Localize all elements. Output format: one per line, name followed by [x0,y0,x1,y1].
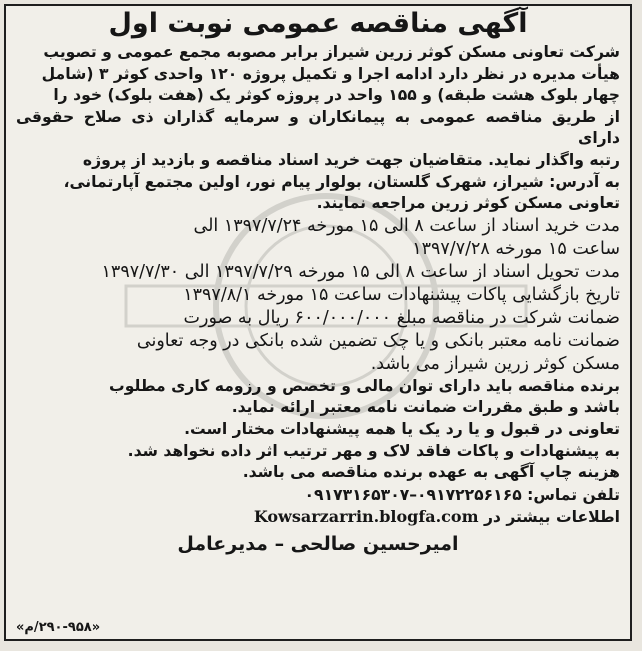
dates-line: ضمانت نامه معتبر بانکی و یا چک تضمین شده بانکی در وجه تعاونی [136,330,620,351]
notice-title: آگهی مناقصه عمومی نوبت اول [108,8,528,39]
contact-label: تلفن تماس: [527,485,620,504]
dates-line: ضمانت شرکت در مناقصه مبلغ ۶۰۰/۰۰۰/۰۰۰ ریال به صورت [183,307,620,328]
body-line: به آدرس: شیراز، شهرک گلستان، بولوار پیام نور، اولین مجتمع آپارتمانی، [63,172,620,191]
website-link[interactable]: Kowsarzarrin.blogfa.com [253,506,479,526]
terms-line: تعاونی در قبول و یا رد یک یا همه پیشنهادات مختار است. [184,419,620,438]
dates-line: تاریخ بازگشایی پاکات پیشنهادات ساعت ۱۵ مورخه ۱۳۹۷/۸/۱ [183,284,620,305]
dates-line: مدت تحویل اسناد از ساعت ۸ الی ۱۵ مورخه ۱۳۹۷/۷/۲۹ الی ۱۳۹۷/۷/۳۰ [101,261,620,282]
contact-phones [16,484,620,506]
body-line: تعاونی مسکن کوثر زرین مراجعه نمایند. [316,194,620,213]
notice-terms [16,376,620,484]
body-line: شرکت تعاونی مسکن کوثر زرین شیراز برابر مصوبه مجمع عمومی و تصویب [43,43,620,61]
body-line: رتبه واگذار نماید. متقاضیان جهت خرید اسناد مناقصه و بازدید از پروژه [82,150,620,169]
notice-frame [4,4,632,641]
terms-line: به پیشنهادات و پاکات فاقد لاک و مهر ترتیب اثر داده نخواهد شد. [127,441,620,460]
manager-signature: امیرحسین صالحی – مدیرعامل [177,532,459,555]
body-line: هیأت مدیره در نظر دارد ادامه اجرا و تکمیل پروژه ۱۲۰ واحدی کوثر ۳ (شامل [41,64,620,83]
more-info [16,506,620,528]
notice-content [6,6,630,558]
notice-body [16,42,620,215]
body-line: از طریق مناقصه عمومی به پیمانکاران و سرمایه گذاران ذی صلاح حقوقی دارای [16,107,620,148]
info-label: اطلاعات بیشتر در [483,507,620,526]
dates-line: مدت خرید اسناد از ساعت ۸ الی ۱۵ مورخه ۱۳۹۷/۷/۲۴ الی [193,215,620,236]
body-line: چهار بلوک هشت طبقه) و ۱۵۵ واحد در پروژه کوثر یک (هفت بلوک) خود را [53,86,620,105]
terms-line: باشد و طبق مقررات ضمانت نامه معتبر ارائه نماید. [231,398,620,417]
phone-numbers: ۰۹۱۷۲۲۵۶۱۶۵–۰۹۱۷۳۱۶۵۳۰۷ [304,485,522,504]
terms-line: برنده مناقصه باید دارای توان مالی و تخصص و رزومه کاری مطلوب [109,376,620,395]
terms-line: هزینه چاپ آگهی به عهده برنده مناقصه می باشد. [242,463,620,482]
dates-line: ساعت ۱۵ مورخه ۱۳۹۷/۷/۲۸ [412,238,620,259]
dates-line: مسکن کوثر زرین شیراز می باشد. [370,353,620,374]
notice-dates [16,215,620,376]
notice-code: «۲۹۰-۹۵۸/م» [16,620,101,635]
